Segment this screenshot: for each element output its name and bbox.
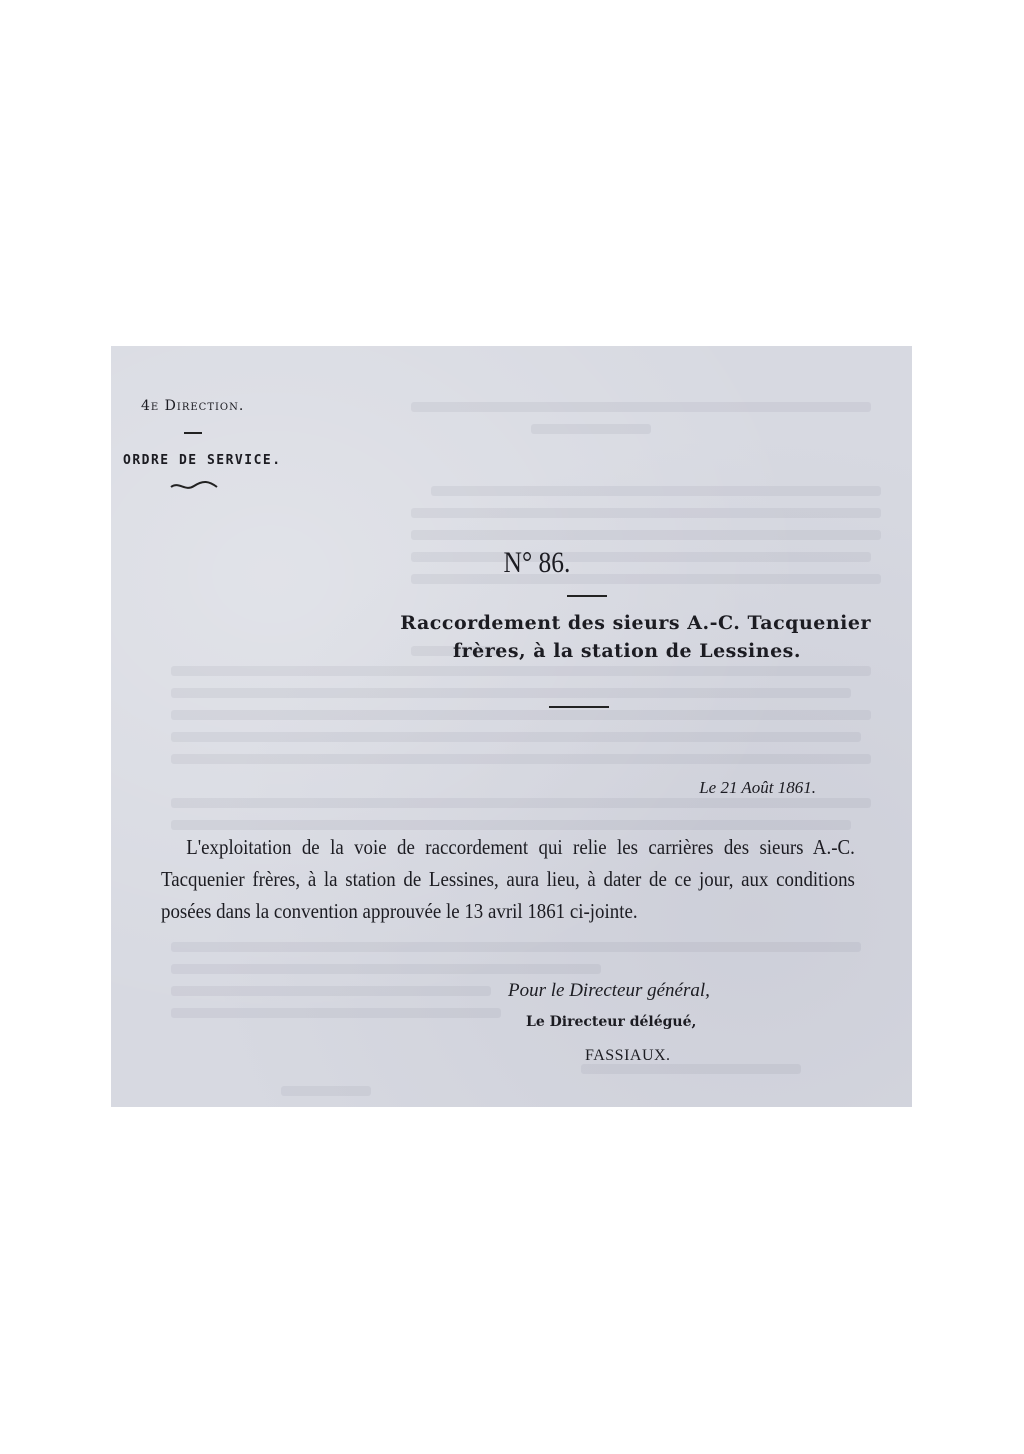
title-line-1: Raccordement des sieurs A.-C. Tacquenier: [400, 612, 871, 634]
direction-label: 4e Direction.: [141, 398, 245, 414]
signature-line-1: Pour le Directeur général,: [508, 980, 710, 1001]
document-date: Le 21 Août 1861.: [699, 778, 816, 797]
body-text: L'exploitation de la voie de raccordement qui relie les carrières des sieurs A.-C. Tacquenier frères, à la station de Lessines, aura lieu, à dater de ce jour, aux conditions posées dans la convention approuvée le 13 avril 1861 ci-jointe.: [161, 835, 855, 923]
separator-rule: [549, 706, 609, 708]
scanned-page: [111, 346, 912, 1107]
signature-line-2: Le Directeur délégué,: [526, 1014, 697, 1030]
signature-name: FASSIAUX.: [585, 1047, 671, 1064]
separator-dash: [184, 432, 202, 434]
document-title: [261, 609, 871, 665]
order-of-service-label: ORDRE DE SERVICE.: [123, 453, 282, 468]
title-line-2: frères, à la station de Lessines.: [452, 640, 801, 662]
ornamental-swash: [169, 478, 219, 494]
order-number-text: N° 86.: [503, 546, 571, 579]
body-paragraph: [161, 831, 855, 927]
order-number: [171, 546, 852, 580]
separator-rule: [567, 595, 607, 597]
